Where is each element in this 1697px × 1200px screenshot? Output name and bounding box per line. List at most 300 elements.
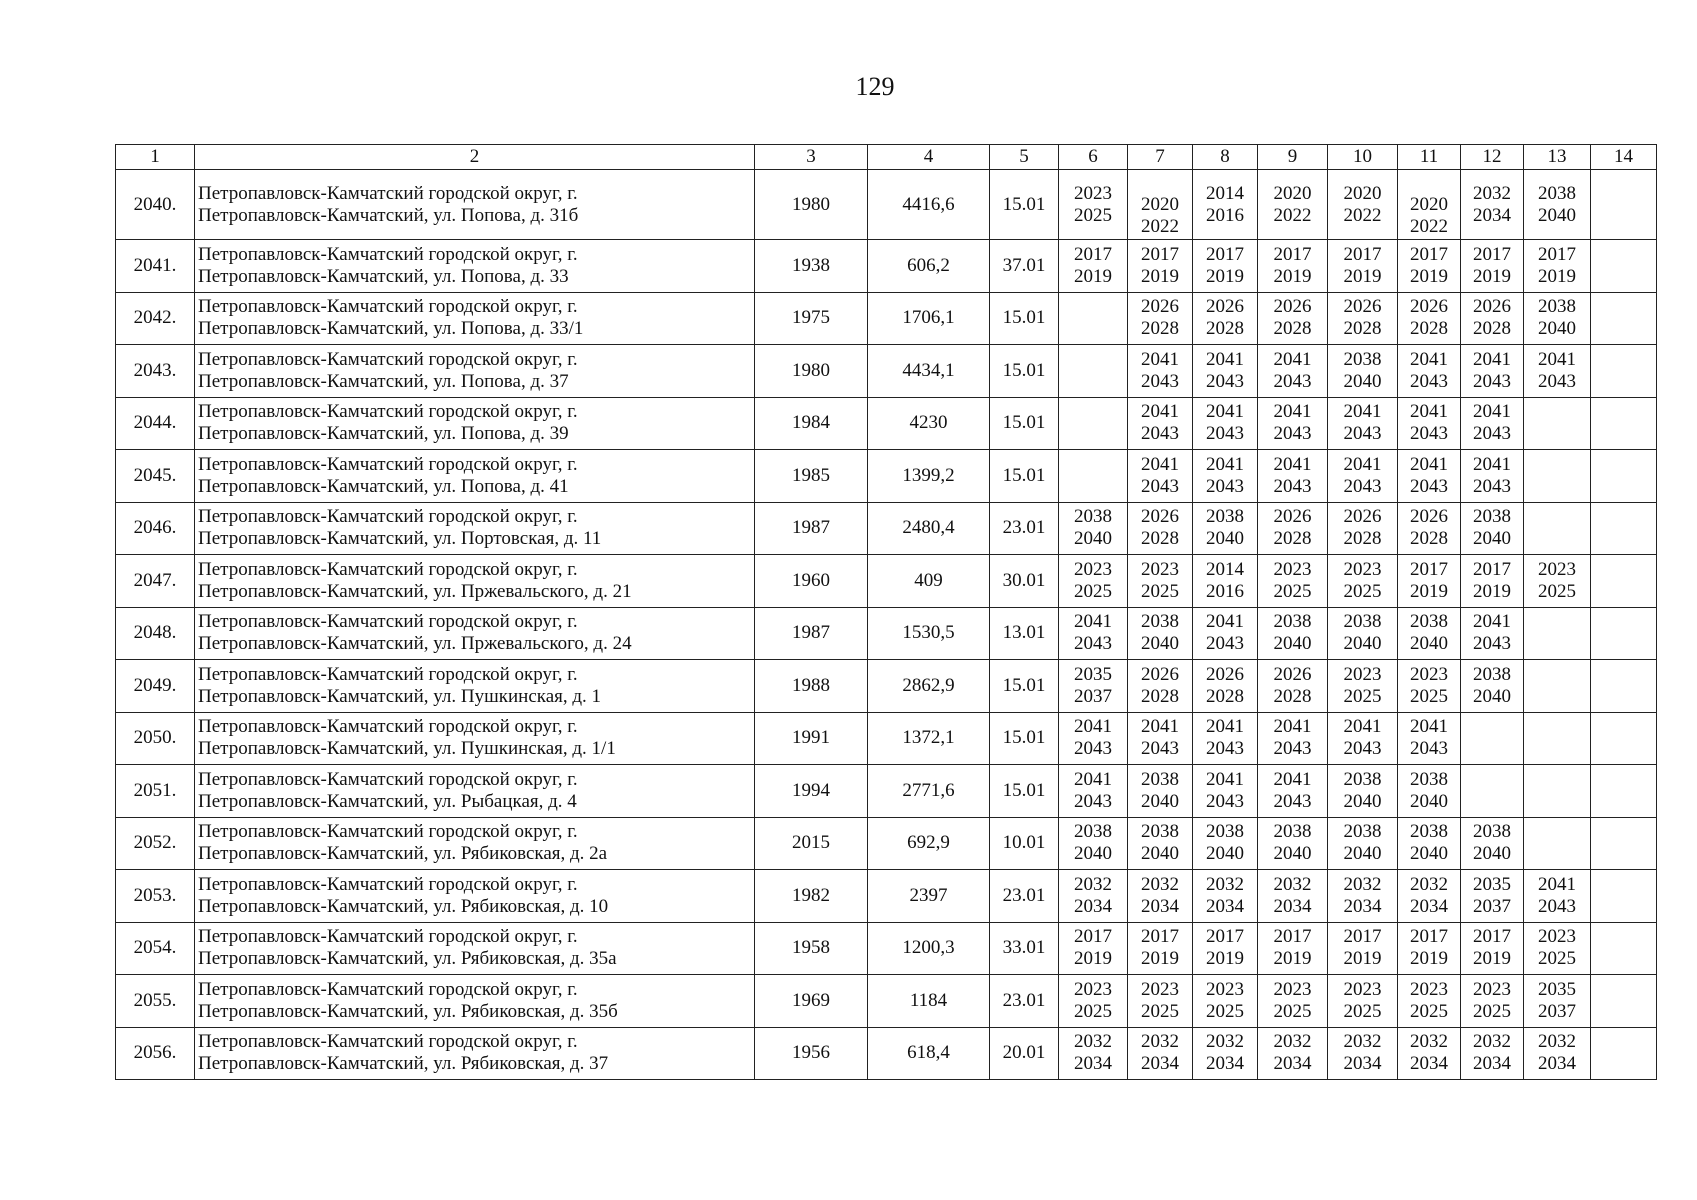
period-end-year: 2034 xyxy=(1074,1053,1112,1075)
address-line-1: Петропавловск-Камчатский городской округ, г. xyxy=(198,453,578,475)
repair-period-cell xyxy=(1193,607,1258,660)
repair-period-cell xyxy=(1398,975,1461,1028)
repair-period-cell xyxy=(1193,170,1258,240)
table-row xyxy=(116,292,1657,345)
address-cell xyxy=(195,1027,755,1080)
address-line-2: Петропавловск-Камчатский, ул. Рябиковская, д. 37 xyxy=(198,1053,609,1075)
period-end-year: 2040 xyxy=(1074,528,1112,550)
period-end-year: 2040 xyxy=(1141,633,1179,655)
repair-period-cell xyxy=(1128,240,1193,293)
period-start-year: 2023 xyxy=(1273,558,1312,580)
period-start-year: 2023 xyxy=(1410,663,1448,685)
period-start-year: 2038 xyxy=(1473,506,1511,528)
building-code: 15.01 xyxy=(990,450,1059,503)
table-row xyxy=(116,170,1657,240)
period-end-year: 2043 xyxy=(1473,475,1511,497)
period-end-year: 2025 xyxy=(1343,1000,1382,1022)
repair-period-cell xyxy=(1524,240,1591,293)
period-end-year: 2040 xyxy=(1473,528,1511,550)
period-start-year: 2017 xyxy=(1410,243,1448,265)
repair-period-cell xyxy=(1193,922,1258,975)
column-header: 10 xyxy=(1328,145,1398,170)
period-end-year: 2043 xyxy=(1410,738,1448,760)
period-start-year: 2038 xyxy=(1141,768,1179,790)
period-end-year: 2043 xyxy=(1074,633,1112,655)
period-start-year: 2014 xyxy=(1206,182,1244,204)
period-start-year: 2017 xyxy=(1141,926,1179,948)
period-end-year: 2019 xyxy=(1074,265,1112,287)
period-start-year: 2032 xyxy=(1141,873,1179,895)
row-number: 2044. xyxy=(116,397,195,450)
repair-period-cell xyxy=(1193,870,1258,923)
repair-period-cell xyxy=(1328,240,1398,293)
repair-period-cell xyxy=(1128,450,1193,503)
address-line-2: Петропавловск-Камчатский, ул. Рябиковская, д. 10 xyxy=(198,895,609,917)
period-start-year: 2041 xyxy=(1273,453,1312,475)
period-end-year: 2037 xyxy=(1473,895,1511,917)
repair-period-cell xyxy=(1524,170,1591,240)
building-area: 409 xyxy=(868,555,990,608)
period-end-year: 2043 xyxy=(1141,475,1179,497)
repair-period-cell xyxy=(1591,555,1657,608)
address-line-2: Петропавловск-Камчатский, ул. Попова, д. 39 xyxy=(198,423,569,445)
address-cell xyxy=(195,502,755,555)
period-start-year: 2023 xyxy=(1206,978,1244,1000)
row-number: 2051. xyxy=(116,765,195,818)
period-end-year: 2025 xyxy=(1141,580,1179,602)
repair-period-cell xyxy=(1591,660,1657,713)
row-number: 2050. xyxy=(116,712,195,765)
period-start-year: 2020 xyxy=(1410,193,1448,215)
period-end-year: 2019 xyxy=(1074,948,1112,970)
period-start-year: 2041 xyxy=(1141,716,1179,738)
period-start-year: 2038 xyxy=(1538,296,1576,318)
period-start-year: 2041 xyxy=(1206,453,1244,475)
period-end-year: 2040 xyxy=(1343,633,1382,655)
repair-period-cell xyxy=(1128,170,1193,240)
period-end-year: 2034 xyxy=(1473,204,1511,226)
repair-period-cell xyxy=(1591,870,1657,923)
period-start-year: 2026 xyxy=(1343,296,1382,318)
address-line-2: Петропавловск-Камчатский, ул. Портовская, д. 11 xyxy=(198,528,602,550)
building-area: 2397 xyxy=(868,870,990,923)
repair-period-cell xyxy=(1591,502,1657,555)
repair-period-cell xyxy=(1193,1027,1258,1080)
address-line-1: Петропавловск-Камчатский городской округ, г. xyxy=(198,296,578,318)
construction-year: 1969 xyxy=(755,975,868,1028)
repair-period-cell xyxy=(1524,345,1591,398)
page-number: 129 xyxy=(855,72,895,101)
period-end-year: 2025 xyxy=(1538,580,1576,602)
table-row xyxy=(116,660,1657,713)
table-row xyxy=(116,397,1657,450)
period-end-year: 2025 xyxy=(1074,580,1112,602)
repair-period-cell xyxy=(1461,397,1524,450)
building-code: 13.01 xyxy=(990,607,1059,660)
address-line-2: Петропавловск-Камчатский, ул. Пржевальского, д. 21 xyxy=(198,580,632,602)
period-end-year: 2043 xyxy=(1206,633,1244,655)
address-line-1: Петропавловск-Камчатский городской округ, г. xyxy=(198,182,578,204)
period-end-year: 2019 xyxy=(1473,580,1511,602)
period-start-year: 2017 xyxy=(1141,243,1179,265)
table-row xyxy=(116,817,1657,870)
repair-period-cell xyxy=(1128,397,1193,450)
period-start-year: 2038 xyxy=(1141,821,1179,843)
period-end-year: 2043 xyxy=(1141,370,1179,392)
building-area: 692,9 xyxy=(868,817,990,870)
period-start-year: 2023 xyxy=(1074,182,1112,204)
building-area: 1530,5 xyxy=(868,607,990,660)
period-end-year: 2019 xyxy=(1473,265,1511,287)
column-number-header-row xyxy=(116,145,1657,170)
period-start-year: 2020 xyxy=(1273,182,1312,204)
repair-period-cell xyxy=(1461,922,1524,975)
period-end-year: 2022 xyxy=(1141,215,1179,237)
construction-year: 1980 xyxy=(755,345,868,398)
period-start-year: 2035 xyxy=(1074,663,1112,685)
period-start-year: 2038 xyxy=(1538,182,1576,204)
repair-period-cell xyxy=(1328,817,1398,870)
period-start-year: 2041 xyxy=(1273,401,1312,423)
address-line-1: Петропавловск-Камчатский городской округ, г. xyxy=(198,873,578,895)
repair-period-cell xyxy=(1059,870,1128,923)
period-end-year: 2019 xyxy=(1141,948,1179,970)
period-start-year: 2038 xyxy=(1273,611,1312,633)
table-row xyxy=(116,922,1657,975)
period-start-year: 2026 xyxy=(1141,506,1179,528)
address-line-2: Петропавловск-Камчатский, ул. Пушкинская, д. 1 xyxy=(198,685,602,707)
building-area: 2480,4 xyxy=(868,502,990,555)
period-start-year: 2023 xyxy=(1343,558,1382,580)
repair-period-cell xyxy=(1128,870,1193,923)
period-start-year: 2023 xyxy=(1074,978,1112,1000)
address-line-1: Петропавловск-Камчатский городской округ, г. xyxy=(198,768,578,790)
period-start-year: 2041 xyxy=(1074,611,1112,633)
period-end-year: 2043 xyxy=(1206,738,1244,760)
building-area: 4434,1 xyxy=(868,345,990,398)
repair-period-cell xyxy=(1398,922,1461,975)
address-cell xyxy=(195,450,755,503)
period-start-year: 2032 xyxy=(1206,873,1244,895)
construction-year: 1987 xyxy=(755,607,868,660)
repair-period-cell xyxy=(1328,450,1398,503)
repair-period-cell xyxy=(1398,397,1461,450)
row-number: 2042. xyxy=(116,292,195,345)
period-start-year: 2041 xyxy=(1473,348,1511,370)
period-end-year: 2025 xyxy=(1141,1000,1179,1022)
period-start-year: 2017 xyxy=(1206,926,1244,948)
repair-period-cell xyxy=(1128,765,1193,818)
repair-period-cell xyxy=(1524,712,1591,765)
period-end-year: 2040 xyxy=(1343,370,1382,392)
repair-period-cell xyxy=(1328,502,1398,555)
table-row xyxy=(116,555,1657,608)
table-row xyxy=(116,450,1657,503)
repair-period-cell xyxy=(1193,292,1258,345)
period-end-year: 2019 xyxy=(1538,265,1576,287)
period-end-year: 2028 xyxy=(1410,528,1448,550)
building-code: 33.01 xyxy=(990,922,1059,975)
period-start-year: 2041 xyxy=(1343,716,1382,738)
address-line-1: Петропавловск-Камчатский городской округ, г. xyxy=(198,401,578,423)
repair-period-cell xyxy=(1258,345,1328,398)
repair-period-cell xyxy=(1258,555,1328,608)
repair-period-cell xyxy=(1398,712,1461,765)
period-start-year: 2032 xyxy=(1141,1031,1179,1053)
period-start-year: 2032 xyxy=(1343,1031,1382,1053)
repair-period-cell xyxy=(1524,660,1591,713)
period-start-year: 2038 xyxy=(1074,821,1112,843)
construction-year: 1956 xyxy=(755,1027,868,1080)
repair-period-cell xyxy=(1258,817,1328,870)
repair-period-cell xyxy=(1059,817,1128,870)
period-start-year: 2041 xyxy=(1538,873,1576,895)
period-start-year: 2026 xyxy=(1410,296,1448,318)
building-area: 2862,9 xyxy=(868,660,990,713)
row-number: 2056. xyxy=(116,1027,195,1080)
repair-period-cell xyxy=(1461,292,1524,345)
period-end-year: 2043 xyxy=(1473,423,1511,445)
period-end-year: 2037 xyxy=(1538,1000,1576,1022)
building-code: 15.01 xyxy=(990,170,1059,240)
repair-period-cell xyxy=(1591,397,1657,450)
period-end-year: 2034 xyxy=(1343,895,1382,917)
period-end-year: 2043 xyxy=(1273,370,1312,392)
address-line-2: Петропавловск-Камчатский, ул. Рябиковская, д. 2а xyxy=(198,843,608,865)
repair-period-cell xyxy=(1328,1027,1398,1080)
column-header: 8 xyxy=(1193,145,1258,170)
period-start-year: 2038 xyxy=(1473,663,1511,685)
column-header: 4 xyxy=(868,145,990,170)
address-line-2: Петропавловск-Камчатский, ул. Пушкинская, д. 1/1 xyxy=(198,738,616,760)
address-line-1: Петропавловск-Камчатский городской округ, г. xyxy=(198,978,578,1000)
repair-period-cell xyxy=(1193,817,1258,870)
repair-period-cell xyxy=(1193,555,1258,608)
repair-period-cell xyxy=(1398,817,1461,870)
period-start-year: 2023 xyxy=(1273,978,1312,1000)
period-end-year: 2034 xyxy=(1473,1053,1511,1075)
address-line-2: Петропавловск-Камчатский, ул. Рыбацкая, д. 4 xyxy=(198,790,577,812)
building-code: 30.01 xyxy=(990,555,1059,608)
row-number: 2047. xyxy=(116,555,195,608)
repair-period-cell xyxy=(1258,765,1328,818)
period-start-year: 2041 xyxy=(1538,348,1576,370)
repair-period-cell xyxy=(1128,292,1193,345)
table-row xyxy=(116,765,1657,818)
period-end-year: 2028 xyxy=(1273,318,1312,340)
period-start-year: 2041 xyxy=(1206,768,1244,790)
period-end-year: 2040 xyxy=(1141,790,1179,812)
period-start-year: 2023 xyxy=(1141,558,1179,580)
address-cell xyxy=(195,397,755,450)
repair-period-cell xyxy=(1059,660,1128,713)
period-end-year: 2040 xyxy=(1343,790,1382,812)
period-start-year: 2041 xyxy=(1074,716,1112,738)
period-end-year: 2028 xyxy=(1343,528,1382,550)
column-header: 7 xyxy=(1128,145,1193,170)
address-line-2: Петропавловск-Камчатский, ул. Попова, д. 31б xyxy=(198,204,579,226)
repair-period-cell xyxy=(1258,450,1328,503)
address-line-2: Петропавловск-Камчатский, ул. Пржевальского, д. 24 xyxy=(198,633,632,655)
period-start-year: 2041 xyxy=(1273,348,1312,370)
period-start-year: 2041 xyxy=(1473,401,1511,423)
building-code: 20.01 xyxy=(990,1027,1059,1080)
address-cell xyxy=(195,765,755,818)
table-row xyxy=(116,870,1657,923)
repair-period-cell xyxy=(1328,870,1398,923)
repair-period-cell xyxy=(1591,607,1657,660)
period-end-year: 2040 xyxy=(1343,843,1382,865)
building-area: 618,4 xyxy=(868,1027,990,1080)
period-end-year: 2028 xyxy=(1273,685,1312,707)
period-start-year: 2017 xyxy=(1273,243,1312,265)
period-start-year: 2041 xyxy=(1473,453,1511,475)
period-end-year: 2019 xyxy=(1410,948,1448,970)
period-start-year: 2017 xyxy=(1343,926,1382,948)
repair-period-cell xyxy=(1193,975,1258,1028)
period-end-year: 2040 xyxy=(1206,528,1244,550)
repair-period-cell xyxy=(1258,502,1328,555)
period-start-year: 2032 xyxy=(1473,182,1511,204)
period-end-year: 2043 xyxy=(1343,423,1382,445)
repair-period-cell xyxy=(1398,870,1461,923)
repair-period-cell xyxy=(1258,397,1328,450)
period-start-year: 2032 xyxy=(1538,1031,1576,1053)
period-start-year: 2032 xyxy=(1343,873,1382,895)
period-end-year: 2043 xyxy=(1473,370,1511,392)
period-end-year: 2040 xyxy=(1473,843,1511,865)
repair-period-cell xyxy=(1591,345,1657,398)
column-header: 9 xyxy=(1258,145,1328,170)
building-code: 15.01 xyxy=(990,712,1059,765)
period-start-year: 2041 xyxy=(1141,348,1179,370)
period-start-year: 2017 xyxy=(1538,243,1576,265)
repair-period-cell xyxy=(1398,660,1461,713)
repair-period-cell xyxy=(1398,292,1461,345)
address-line-1: Петропавловск-Камчатский городской округ, г. xyxy=(198,558,578,580)
repair-period-cell xyxy=(1193,450,1258,503)
repair-period-cell xyxy=(1398,170,1461,240)
row-number: 2055. xyxy=(116,975,195,1028)
table-row xyxy=(116,240,1657,293)
period-start-year: 2038 xyxy=(1343,348,1382,370)
repair-period-cell xyxy=(1059,1027,1128,1080)
period-start-year: 2038 xyxy=(1410,821,1448,843)
period-end-year: 2019 xyxy=(1410,265,1448,287)
period-start-year: 2041 xyxy=(1206,401,1244,423)
repair-period-cell xyxy=(1398,345,1461,398)
period-end-year: 2034 xyxy=(1343,1053,1382,1075)
repair-period-cell xyxy=(1398,607,1461,660)
period-end-year: 2043 xyxy=(1410,370,1448,392)
repair-period-cell xyxy=(1258,292,1328,345)
repair-period-cell xyxy=(1059,170,1128,240)
building-code: 15.01 xyxy=(990,292,1059,345)
address-line-1: Петропавловск-Камчатский городской округ, г. xyxy=(198,663,578,685)
period-end-year: 2019 xyxy=(1206,265,1244,287)
repair-period-cell xyxy=(1591,712,1657,765)
repair-period-cell xyxy=(1398,765,1461,818)
period-start-year: 2026 xyxy=(1141,296,1179,318)
address-line-1: Петропавловск-Камчатский городской округ, г. xyxy=(198,926,578,948)
building-repair-table xyxy=(115,144,1657,1080)
period-end-year: 2040 xyxy=(1273,633,1312,655)
building-code: 23.01 xyxy=(990,502,1059,555)
building-area: 4230 xyxy=(868,397,990,450)
repair-period-cell xyxy=(1128,817,1193,870)
period-end-year: 2043 xyxy=(1538,370,1576,392)
period-start-year: 2038 xyxy=(1273,821,1312,843)
period-start-year: 2017 xyxy=(1473,243,1511,265)
period-end-year: 2025 xyxy=(1343,685,1382,707)
period-end-year: 2043 xyxy=(1538,895,1576,917)
address-cell xyxy=(195,922,755,975)
table-row xyxy=(116,712,1657,765)
building-area: 1706,1 xyxy=(868,292,990,345)
repair-period-cell xyxy=(1059,240,1128,293)
period-end-year: 2019 xyxy=(1410,580,1448,602)
period-end-year: 2016 xyxy=(1206,204,1244,226)
construction-year: 2015 xyxy=(755,817,868,870)
repair-period-cell xyxy=(1461,170,1524,240)
period-start-year: 2026 xyxy=(1206,296,1244,318)
period-end-year: 2022 xyxy=(1273,204,1312,226)
repair-period-cell xyxy=(1059,975,1128,1028)
repair-period-cell xyxy=(1461,975,1524,1028)
address-cell xyxy=(195,975,755,1028)
repair-period-cell xyxy=(1128,502,1193,555)
period-end-year: 2028 xyxy=(1141,685,1179,707)
period-end-year: 2019 xyxy=(1473,948,1511,970)
period-start-year: 2038 xyxy=(1074,506,1112,528)
period-start-year: 2023 xyxy=(1473,978,1511,1000)
repair-period-cell xyxy=(1193,502,1258,555)
address-cell xyxy=(195,712,755,765)
address-cell xyxy=(195,660,755,713)
row-number: 2040. xyxy=(116,170,195,240)
repair-period-cell xyxy=(1128,660,1193,713)
repair-period-cell xyxy=(1193,345,1258,398)
period-end-year: 2034 xyxy=(1141,895,1179,917)
repair-period-cell xyxy=(1461,870,1524,923)
repair-period-cell xyxy=(1128,1027,1193,1080)
row-number: 2045. xyxy=(116,450,195,503)
repair-period-cell xyxy=(1461,345,1524,398)
building-area: 2771,6 xyxy=(868,765,990,818)
period-start-year: 2041 xyxy=(1141,453,1179,475)
repair-period-cell xyxy=(1059,345,1128,398)
building-code: 15.01 xyxy=(990,397,1059,450)
repair-period-cell xyxy=(1328,170,1398,240)
repair-period-cell xyxy=(1398,240,1461,293)
period-start-year: 2017 xyxy=(1410,926,1448,948)
period-end-year: 2043 xyxy=(1343,475,1382,497)
address-line-1: Петропавловск-Камчатский городской округ, г. xyxy=(198,348,578,370)
period-end-year: 2040 xyxy=(1410,843,1448,865)
address-line-2: Петропавловск-Камчатский, ул. Попова, д. 41 xyxy=(198,475,569,497)
period-end-year: 2025 xyxy=(1410,685,1448,707)
period-end-year: 2043 xyxy=(1141,738,1179,760)
period-end-year: 2040 xyxy=(1273,843,1312,865)
column-header: 5 xyxy=(990,145,1059,170)
repair-period-cell xyxy=(1128,607,1193,660)
period-start-year: 2023 xyxy=(1141,978,1179,1000)
repair-period-cell xyxy=(1398,1027,1461,1080)
address-cell xyxy=(195,555,755,608)
period-end-year: 2037 xyxy=(1074,685,1112,707)
period-start-year: 2041 xyxy=(1343,453,1382,475)
repair-period-cell xyxy=(1591,975,1657,1028)
